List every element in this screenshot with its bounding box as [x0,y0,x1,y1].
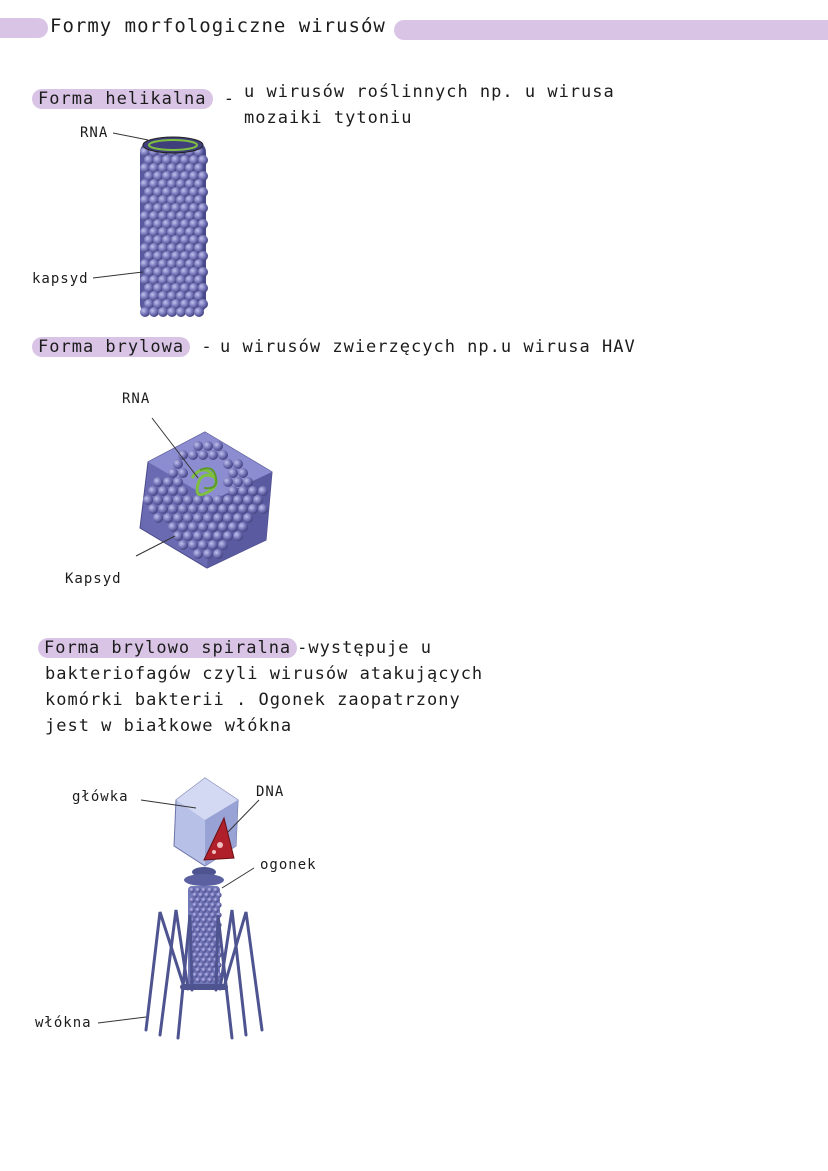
capsomere [204,902,209,907]
capsomere [201,937,206,942]
capsomere [207,937,212,942]
capsomere [189,897,194,902]
capsomere [210,962,215,967]
capsomere [207,977,212,982]
capsomere [207,957,212,962]
capsomere [192,902,197,907]
capsomere [213,897,218,902]
helical-capsid-label: kapsyd [32,271,89,287]
capsomere [195,937,200,942]
capsomere [192,962,197,967]
capsomere [207,967,212,972]
capsomere [198,922,203,927]
phage-fibers-label: włókna [35,1015,92,1031]
capsomere [198,912,203,917]
capsomere [213,907,218,912]
capsomere [204,892,209,897]
helical-desc-2: mozaiki tytoniu [244,108,413,128]
capsomere [207,947,212,952]
capsomere [204,952,209,957]
polyhedral-rna-label: RNA [122,391,151,407]
capsomere [210,902,215,907]
helical-desc-1: u wirusów roślinnych np. u wirusa [244,82,615,102]
capsomere [210,922,215,927]
capsomere [189,887,194,892]
capsomere [213,887,218,892]
capsomere [198,902,203,907]
capsomere [192,892,197,897]
capsomere [201,917,206,922]
capsomere [201,887,206,892]
capsomere [198,972,203,977]
capsomere [201,977,206,982]
capsomere [198,932,203,937]
heading-complex-label: Forma brylowo spiralna [38,638,297,658]
capsomere [207,927,212,932]
capsomere [195,917,200,922]
capsomere [192,922,197,927]
capsomere [204,932,209,937]
capsomere [201,927,206,932]
capsomere [210,942,215,947]
capsomere [195,907,200,912]
capsomere [201,967,206,972]
capsomere [192,952,197,957]
complex-desc-1: występuje u [308,638,433,658]
capsomere [207,907,212,912]
phage-tail-label: ogonek [260,857,317,873]
capsomere [216,902,221,907]
capsomere [204,962,209,967]
capsomere [207,917,212,922]
capsomere [201,957,206,962]
capsomere [192,942,197,947]
complex-desc-4: jest w białkowe włókna [45,716,293,736]
capsomere [192,912,197,917]
capsomere [195,967,200,972]
capsomere [192,972,197,977]
capsomere [204,972,209,977]
capsomere [192,932,197,937]
capsomere [195,927,200,932]
capsomere [201,897,206,902]
capsomere [216,892,221,897]
capsomere [195,957,200,962]
capsomere [204,942,209,947]
capsomere [210,952,215,957]
capsomere [210,892,215,897]
capsomere [195,947,200,952]
polyhedral-desc-1: u wirusów zwierzęcych np.u wirusa HAV [220,337,636,357]
capsomere [195,977,200,982]
capsomere [189,907,194,912]
helical-rna-label: RNA [80,125,109,141]
capsomere [207,897,212,902]
capsomere [201,907,206,912]
complex-desc-2: bakteriofagów czyli wirusów atakujących [45,664,484,684]
capsomere [198,962,203,967]
heading-polyhedral-label: Forma brylowa [32,337,190,357]
capsomere [195,887,200,892]
capsomere [198,942,203,947]
complex-desc-3: komórki bakterii . Ogonek zaopatrzony [45,690,461,710]
page-title: Formy morfologiczne wirusów [50,15,386,37]
capsomere [204,922,209,927]
heading-complex-dash: - [297,638,309,658]
polyhedral-capsid-label: Kapsyd [65,571,122,587]
capsomere [201,947,206,952]
capsomere [210,932,215,937]
capsomere [195,897,200,902]
capsomere [204,912,209,917]
heading-helical-label: Forma helikalna [32,89,213,109]
heading-polyhedral-dash: - [201,337,213,357]
capsomere [198,952,203,957]
capsomere [207,887,212,892]
heading-helical-dash: - [223,89,236,109]
phage-dna-label: DNA [256,784,285,800]
phage-head-label: główka [72,789,129,805]
capsomere [198,892,203,897]
capsomere [210,912,215,917]
capsomere [210,972,215,977]
